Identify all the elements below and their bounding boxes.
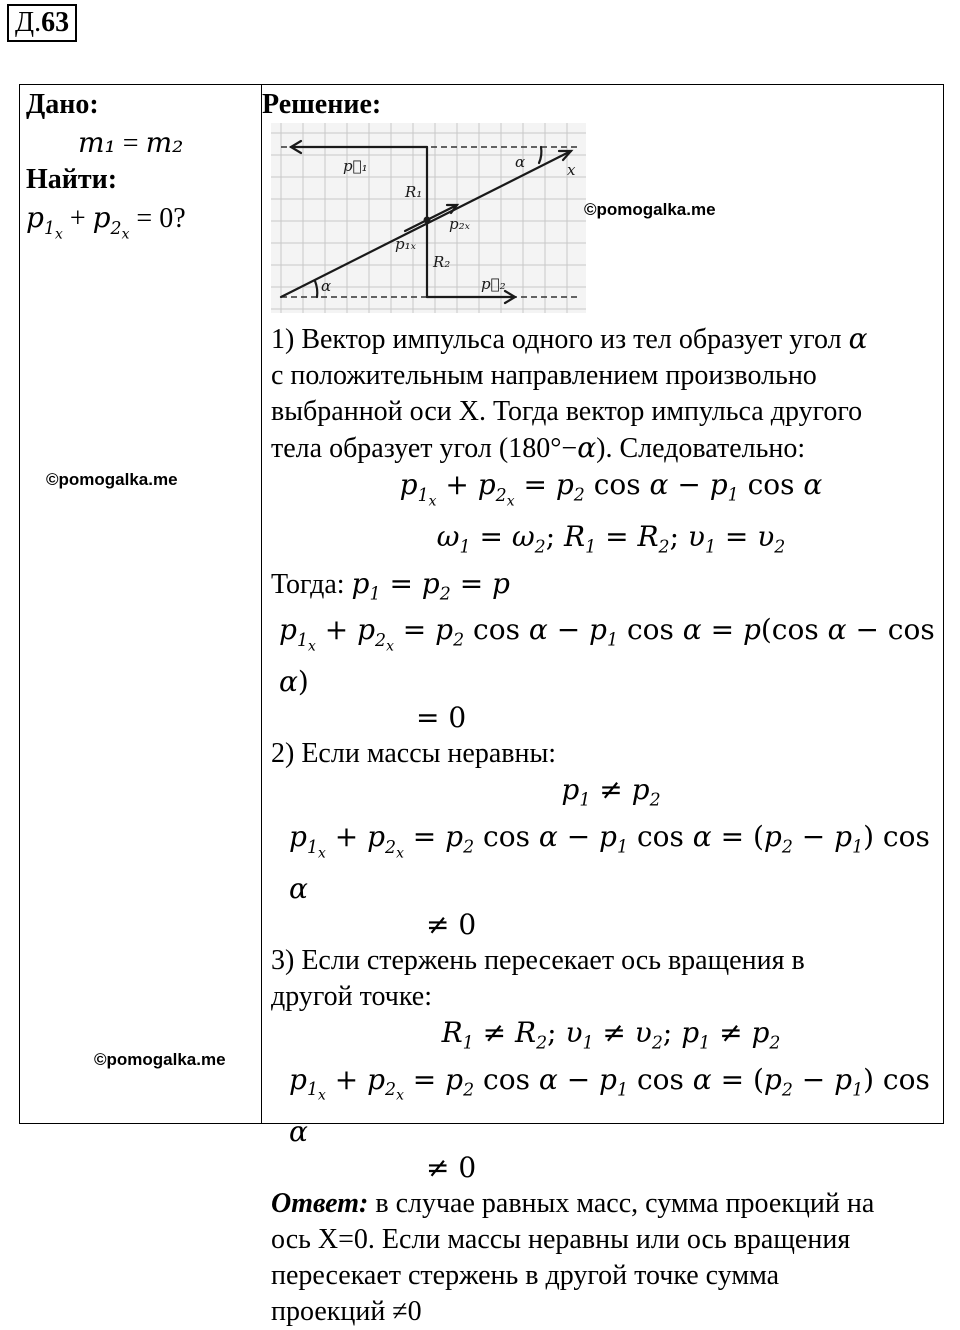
fig-label-p2: p⃗₂ [481, 275, 506, 293]
solution-column [262, 85, 944, 1327]
fig-label-alpha-bottom: α [321, 277, 332, 295]
vector-diagram [271, 123, 586, 313]
fig-label-alpha-top: α [515, 153, 526, 171]
given-header: Дано: [26, 89, 99, 120]
result-formula-1-end: = 0 [416, 701, 467, 735]
equal-omega-formula: $\omega_1 = \omega_2$; $R_1 = R_2$; $\upsilon_1 = \upsilon_2$ [436, 520, 786, 558]
answer-label: Ответ: [271, 1187, 369, 1219]
result-formula-3-end: ≠ 0 [426, 1150, 477, 1184]
watermark: ©pomogalka.me [46, 470, 178, 489]
step1-text: 1) Вектор импульса одного из тел образует угол α с положительным направлением произвольно выбранной оси X. Тогда вектор импульса другого тела образует угол (180°−α). Следовательно: [271, 322, 868, 464]
then-line: Тогда: $p_1 = p_2 = p$ [271, 566, 510, 605]
watermark: ©pomogalka.me [584, 200, 716, 219]
fig-label-r2: R₂ [433, 253, 451, 271]
task-number: 63 [41, 7, 70, 38]
answer-block: Ответ: в случае равных масс, сумма проекций на ось X=0. Если массы неравны или ось вращения пересекает стержень в другой точке сумма проекций ≠0 [271, 1187, 875, 1327]
p-not-equal: $p_1 \ne p_2$ [561, 773, 661, 811]
step3-conditions: $R_1 \ne R_2$; $\upsilon_1 \ne \upsilon_2$; $p_1 \ne p_2$ [441, 1015, 781, 1054]
task-prefix: Д. [15, 7, 42, 38]
watermark: ©pomogalka.me [94, 1050, 226, 1069]
find-expression: $p_{1_x} + p_{2_x} = 0$? [26, 201, 186, 243]
result-formula-2: $p_{1_x} + p_{2_x} = p_2$ $\cos \alpha - p_1$ $\cos \alpha = (p_2 - p_1)$ cos α [289, 819, 930, 905]
step3-text: 3) Если стержень пересекает ось вращения в другой точке: [271, 944, 805, 1012]
fig-label-p1x: p₁ₓ [395, 235, 416, 253]
fig-label-p1: p⃗₁ [343, 157, 368, 175]
step1-formula: $p_{1_x} + p_{2_x} = p_2$ $\cos \alpha - p_1$ cos α [399, 468, 823, 510]
solution-body [271, 321, 951, 1330]
task-table [19, 84, 944, 1327]
find-header: Найти: [26, 164, 118, 195]
fig-label-r1: R₁ [405, 183, 423, 201]
solution-header: Решение: [262, 89, 382, 120]
given-column [20, 85, 262, 1124]
result-formula-1: $p_{1_x} + p_{2_x} = p_2$ $\cos \alpha - p_1$ cos α = p(cos α − cos α) [279, 613, 935, 699]
result-formula-2-end: ≠ 0 [426, 907, 477, 941]
step2-text: 2) Если массы неравны: [271, 738, 557, 770]
fig-label-p2x: p₂ₓ [449, 215, 470, 233]
result-formula-3: $p_{1_x} + p_{2_x} = p_2$ $\cos \alpha - p_1$ $\cos \alpha = (p_2 - p_1)$ cos α [289, 1062, 930, 1148]
given-condition: m₁ = m₂ [78, 126, 184, 159]
fig-label-x: x [567, 161, 576, 179]
task-number-badge [7, 4, 77, 42]
